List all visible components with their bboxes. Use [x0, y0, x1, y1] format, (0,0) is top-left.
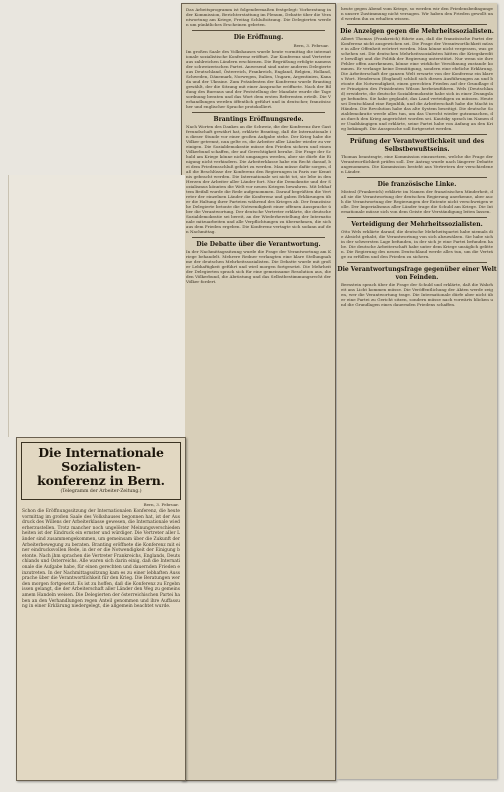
section-heading: Brantings Eröffnungsrede. [213, 116, 304, 123]
divider [192, 112, 325, 113]
divider [347, 262, 487, 263]
article-body: Im großen Saale des Volkshauses wurde heute vormittag die internationale sozialistische Konferenz eröffnet. Zur Konferenz sind Vertreter aus zahlreichen Ländern erschienen. Die Begrüßung erfolgte namens der schweizerischen Partei. Anwesend sind unter anderen Delegierte aus Deutschland, Österreich, Frankreich, England, Belgien, Holland, Schweden, Dänemark, Norwegen, Italien, Ungarn, Argentinien, Kanada und der Ukraine. Zum Präsidenten der Konferenz wurde Branting gewählt, der die Sitzung mit einer Ansprache eröffnete. Nach der Bildung des Bureaus und der Feststellung der Mandate wurde die Tagesordnung beraten und das Wort dem ersten Referenten erteilt. Die Verhandlungen werden öffentlich geführt und in deutscher, französischer und englischer Sprache protokolliert. [186, 49, 331, 109]
lead-text: Das Arbeitsprogramm ist folgendermaßen festgelegt: Vorberatung in der Kommission, Berichterstattung im Plenum, Debatte über die Verantwortung am Kriege, Freitag Schlußsitzung. Die Delegierten werden um pünktliches Erscheinen gebeten. [186, 7, 331, 27]
article-body: Thomas beantragte, eine Kommission einzusetzen, welche die Frage der Verantwortlichkeit prüfen soll. Der Antrag wurde nach längerer Debatte angenommen. Die Kommission besteht aus Vertretern der verschiedenen Länder. [341, 154, 493, 174]
section-heading: Die Eröffnung. [233, 34, 284, 41]
article-body: Nach Worten des Dankes an die Schweiz, die der Konferenz ihre Gastfreundschaft gewährt hat, erklärte Branting, daß die Internationale in dieser Stunde vor einer großen Aufgabe stehe. Der Krieg habe die Völker getrennt, nun gelte es, die Arbeiter aller Länder wieder zu vereinigen. Die Sozialdemokratie müsse den Frieden sichern und einen Völkerbund schaffen, der auf Gerechtigkeit beruhe. Die Frage der Schuld am Kriege könne nicht umgangen werden, aber sie dürfe die Einigung nicht verhindern. Die Arbeiterklasse habe ein Recht darauf, bei dem Friedensschluß gehört zu werden. Man müsse dafür sorgen, daß die Beschlüsse der Konferenz den Regierungen in Paris zur Kenntnis gebracht werden. Die Internationale sei nicht tot, sie lebe in den Herzen der Arbeiter aller Länder fort. Nur die Demokratie und der Sozialismus könnten die Welt vor neuen Kriegen bewahren. Mit lebhaftem Beifall wurde die Rede aufgenommen. Darauf begrüßten die Vertreter der einzelnen Länder die Konferenz und gaben Erklärungen über die Haltung ihrer Parteien während des Krieges ab. Der französische Delegierte betonte die Notwendigkeit einer offenen Aussprache über die Verantwortung. Der deutsche Vertreter erklärte, die deutsche Sozialdemokratie sei bereit, an der Wiederherstellung der Internationale mitzuarbeiten und alle Verpflichtungen zu übernehmen, die sich aus dem Frieden ergeben. Die Konferenz vertagte sich sodann auf den Nachmittag. [186, 124, 331, 234]
article-body: Mistral (Frankreich) erklärte im Namen der französischen Minderheit, daß sie die Verantwortung der deutschen Regierung anerkenne, aber auch die Verantwortung der Regierungen der Entente nicht verschweigen wolle. Der Imperialismus aller Länder trage die Schuld am Kriege. Die Internationale müsse sich von dem Geiste der Verständigung leiten lassen. [341, 189, 493, 214]
clipping-top-right [337, 3, 497, 779]
divider [347, 217, 487, 218]
section-heading: Die Verantwortungsfrage gegenüber einer Welt von Feinden. [337, 266, 497, 281]
section-heading: Die Anzeigen gegen die Mehrheitssozialisten. [340, 28, 494, 35]
divider [192, 237, 325, 238]
divider [347, 134, 487, 135]
section-heading: Die französische Linke. [377, 181, 457, 188]
article-body: Bernstein sprach über die Frage der Schuld und erklärte, daß die Wahrheit ans Licht kommen müsse. Die Veröffentlichung der Akten werde zeigen, wer die Verantwortung trage. Die Internationale dürfe aber nicht über eine Partei zu Gericht sitzen, sondern müsse nach vorwärts blicken und die Grundlagen eines dauernden Friedens schaffen. [341, 282, 493, 307]
article-body: Schon die Eröffnungssitzung der Internationalen Konferenz, die heute vormittag im großen Saale des Volkshauses begonnen hat, ist der Ausdruck des Willens der Arbeiterklasse gewesen, die Internationale wiederherzustellen. Trotz mancher noch ungelöster Meinungsverschiedenheiten ist der Eindruck ein ernster und würdiger. Die Vertreter aller Länder sind zusammengekommen, um gemeinsam über die Zukunft der Arbeiterbewegung zu beraten. Branting eröffnete die Konferenz mit einer eindrucksvollen Rede, in der er die Notwendigkeit der Einigung betonte. Nach ihm sprachen die Vertreter Frankreichs, Englands, Deutschlands und Österreichs. Alle waren sich darin einig, daß die Internationale die Aufgabe habe, für einen gerechten und dauernden Frieden einzutreten. In der Nachmittagssitzung kam es zu einer lebhaften Aussprache über die Verantwortlichkeit für den Krieg. Die Beratungen werden morgen fortgesetzt. Es ist zu hoffen, daß die Konferenz zu Ergebnissen gelangt, die der Arbeiterschaft aller Länder den Weg zu gemeinsamem Handeln weisen. Die Delegierten der österreichischen Partei haben an den Verhandlungen regen Anteil genommen und ihre Auffassung in einer Erklärung niedergelegt, die allgemein beachtet wurde. [22, 509, 180, 610]
headline-subtitle: (Telegramm der Arbeiter-Zeitung.) [60, 489, 142, 494]
dateline: Bern, 3. Februar. [143, 502, 179, 507]
section-heading: Die Debatte über die Verantwortung. [196, 241, 321, 248]
clipping-left [16, 437, 186, 781]
divider [192, 30, 325, 31]
divider [347, 24, 487, 25]
clipping-top-center [181, 3, 336, 781]
headline-box [21, 442, 181, 500]
paper-backing [8, 175, 185, 437]
section-heading: Prüfung der Verantwortlichkeit und des Selbstbewußtseins. [349, 138, 485, 153]
headline-line-2: konferenz in Bern. [37, 473, 165, 488]
article-body: Otto Wels erklärte darauf, die deutsche Mehrheitspartei habe niemals die Absicht gehabt, die Verantwortung von sich abzuwälzen. Sie habe sich in der schwersten Lage befunden, in der sich je eine Partei befunden habe. Die deutsche Arbeiterschaft habe unter dem Kriege unsäglich gelitten. Die Regierung des neuen Deutschland werde alles tun, um die Verträge zu erfüllen und den Frieden zu sichern. [341, 229, 493, 259]
dateline: Bern, 3. Februar. [293, 43, 329, 48]
article-body: Albert Thomas (Frankreich) führte aus, daß die französische Partei der Konferenz nicht ausgewichen sei. Die Frage der Verantwortlichkeit müsse in aller Offenheit erörtert werden. Man könne nicht vergessen, was geschehen sei. Die deutschen Mehrheitssozialisten hätten die Kriegskredite bewilligt und die Politik der Regierung unterstützt. Nur wenn sie ihre Fehler offen anerkennen, könne eine wirkliche Versöhnung zustande kommen. Er verlange keine Demütigung, sondern eine ehrliche Erklärung. Die Arbeiterschaft der ganzen Welt erwarte von der Konferenz ein klares Wort. Henderson (England) schloß sich diesen Ausführungen an und betonte die Notwendigkeit, einen gerechten Frieden auf der Grundlage der Prinzipien des Präsidenten Wilson herbeizuführen. Wels (Deutschland) erwiderte, die deutsche Sozialdemokratie habe sich in einer Zwangslage befunden. Sie habe geglaubt, das Land verteidigen zu müssen. Heute sei Deutschland eine Republik, und die Arbeiterschaft habe die Macht in Händen. Die Revolution habe das alte System beseitigt. Die deutsche Sozialdemokratie werde alles tun, um das Unrecht wieder gutzumachen, das durch den Krieg angerichtet worden sei. Kautsky sprach im Namen der Unabhängigen und erklärte, seine Partei habe von Anfang an den Krieg bekämpft. Die Aussprache soll fortgesetzt werden. [341, 36, 493, 131]
lead-text: heute gegen Abend vom Kriege, so werden wir den Friedensbedingungen unsere Zustimmung nicht versagen. Wir haben den Frieden gewollt und werden ihn zu erhalten wissen. [341, 6, 493, 21]
headline-line-1: Die Internationale Sozialisten- [38, 445, 164, 474]
article-body: In der Nachmittagssitzung wurde die Frage der Verantwortung am Kriege behandelt. Mehrere Redner verlangten eine klare Stellungnahme der deutschen Mehrheitssozialisten. Die Debatte wurde mit großer Lebhaftigkeit geführt und wird morgen fortgesetzt. Die Mehrheit der Delegierten sprach sich für eine gemeinsame Resolution aus, die den Völkerbund, die Abrüstung und das Selbstbestimmungsrecht der Völker fordert. [186, 249, 331, 284]
section-heading: Verteidigung der Mehrheitssozialisten. [351, 221, 483, 228]
divider [347, 177, 487, 178]
